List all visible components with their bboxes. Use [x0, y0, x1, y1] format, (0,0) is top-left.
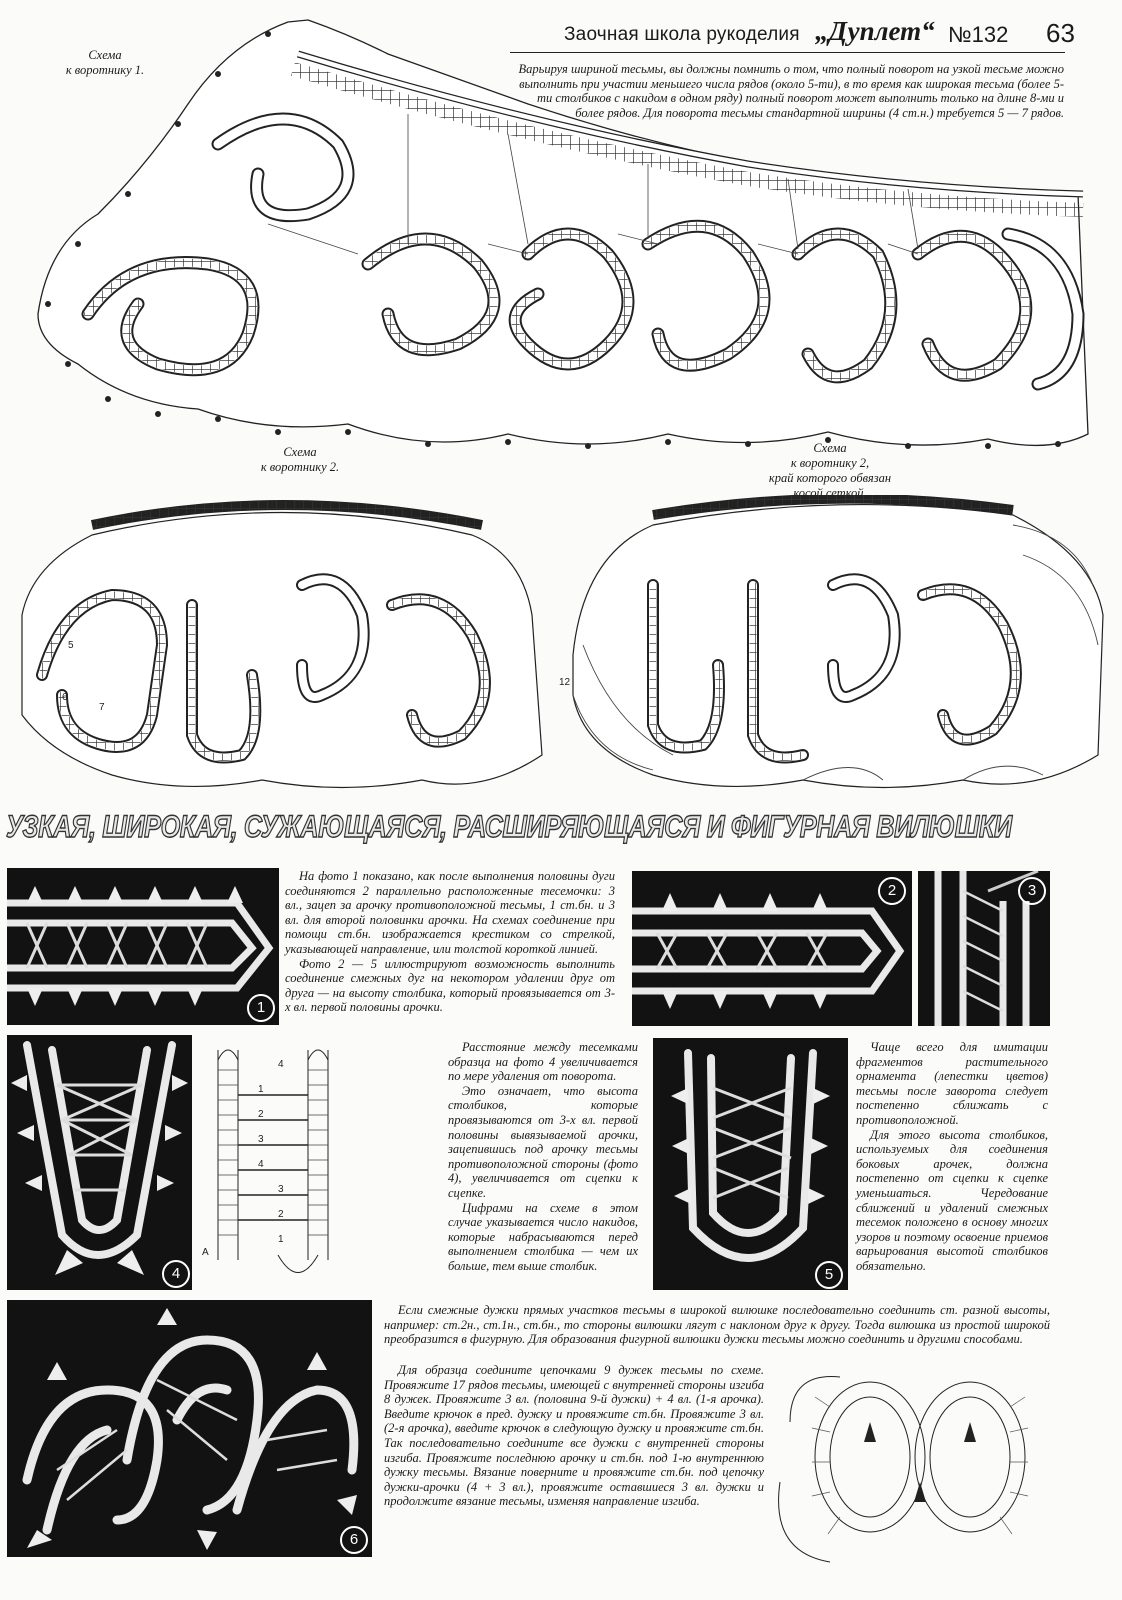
school-name: Заочная школа рукоделия [564, 24, 800, 45]
photo4-scheme [198, 1040, 368, 1290]
text-block-4 [384, 1303, 1050, 1347]
scheme-num-7: 1 [278, 1234, 284, 1245]
collar2-diagram [2, 495, 547, 795]
paragraph-3: Расстояние между тесемками образца на фото 4 увеличивается по мере удаления от поворота. [448, 1040, 638, 1084]
scheme2-label-line1: Схема [283, 445, 317, 459]
text-block-2 [448, 1040, 638, 1274]
mark-12: 12 [559, 677, 571, 688]
paragraph-9: Для образца соедините цепочками 9 дужек тесьмы по схеме. Провяжите 17 рядов тесьмы, имеющей с внутренней стороны изгиба 8 дужек. Провяжите 3 вл. (половина 9-й дужки) + 4 вл. (1-я арочка). Введите крючок в пред. дужку и провяжите ст.бн. Провяжите 3 вл. (2-я арочка), введите крючок в следующую дужку и провяжите ст.бн. Так последовательно соедините все дужки с внутренней стороны изгиба. Провяжите последнюю арочку и ст.бн. под 1-ю внутреннюю дужку тесьмы. Вязание поверните и провяжите ст.бн. под цепочку дужки-арочки (4 + 3 вл.), провяжите оставшиеся 3 вл. дужки и продолжите вязание тесьмы, изменяя направление изгиба. [384, 1363, 764, 1509]
mark-7: 7 [99, 702, 105, 713]
paragraph-1: На фото 1 показано, как после выполнения половины дуги соединяются 2 параллельно расположенные тесемочки: 3 вл., зацеп за арочку противоположной тесьмы, 1 ст.бн. и 3 вл. для второй половинки арочки. На схемах соединение при помощи ст.бн. изображается крестиком со стрелкой, указывающей направление, или толстой короткой линией. [285, 869, 615, 956]
scheme3-label-line4: косой сеткой. [793, 486, 867, 500]
scheme3-label-line1: Схема [813, 441, 847, 455]
scheme-mark-a: А [202, 1247, 209, 1258]
section-title-text: УЗКАЯ, ШИРОКАЯ, СУЖАЮЩАЯСЯ, РАСШИРЯЮЩАЯСЯ И ФИГУРНАЯ ВИЛЮШКИ [6, 808, 1012, 844]
scheme3-label-line3: край которого обвязан [768, 471, 892, 485]
photo-6 [7, 1300, 372, 1557]
scheme3-label [725, 441, 935, 501]
photo-2 [632, 871, 912, 1026]
scheme1-label-line1: Схема [88, 48, 122, 62]
photo-5 [653, 1038, 848, 1290]
photo-1 [7, 868, 279, 1025]
text-block-1 [285, 869, 615, 1015]
scheme-num-2: 2 [258, 1109, 264, 1120]
photo-4 [7, 1035, 192, 1290]
scheme-num-6: 2 [278, 1209, 284, 1220]
issue-number: №132 [948, 22, 1009, 47]
scheme3-label-line2: к воротнику 2, [790, 456, 870, 470]
photo-5-number: 5 [815, 1261, 843, 1289]
scheme-num-5: 3 [278, 1184, 284, 1195]
paragraph-7: Для этого высота столбиков, используемых для соединения боковых арочек, должна постепенно от сцепки к сцепке уменьшаться. Чередование сближений и удалений смежных тесемок положено в основу многих узоров и поэтому освоение приемов варьирования высотой столбиков обязательно. [856, 1127, 1048, 1273]
section-title [0, 808, 1122, 854]
collar1-diagram [8, 14, 1098, 454]
paragraph-8: Если смежные дужки прямых участков тесьмы в широкой вилюшке последовательно соединить ст. разной высоты, например: ст.2н., ст.1н., ст.бн., то стороны вилюшки лягут с наклоном друг к другу. Тогда вилюшка из простой широкой преобразится в фигурную. Для образования фигурной вилюшки дужки тесьмы можно соединить и другими способами. [384, 1303, 1050, 1347]
magazine-brand: „Дуплет“ [815, 16, 935, 46]
photo-4-number: 4 [162, 1260, 190, 1288]
page-number: 63 [1046, 18, 1075, 48]
paragraph-2: Фото 2 — 5 иллюстрируют возможность выполнить соединение смежных дуг на некотором удалении друг от друга — на высоту столбика, который провязывается от 3-х вл. первой половины арочки. [285, 956, 615, 1015]
photo-6-number: 6 [340, 1526, 368, 1554]
scheme-num-3: 3 [258, 1134, 264, 1145]
scheme2-label [230, 445, 370, 475]
scheme-num-4: 4 [258, 1159, 264, 1170]
paragraph-4: Это означает, что высота столбиков, которые провязываются от 3-х вл. первой половины вывязываемой арочки, зацепившись под арочку тесьмы противоположной стороны (фото 4), увеличивается от сцепки к сцепке. [448, 1083, 638, 1200]
photo-1-number: 1 [247, 994, 275, 1022]
scheme-num-8: 4 [278, 1059, 284, 1070]
paragraph-6: Чаще всего для имитации фрагментов растительного орнамента (лепестки цветов) тесьмы после заворота следует постепенно сближать с противоположной. [856, 1040, 1048, 1127]
scheme1-label-line2: к воротнику 1. [65, 63, 145, 77]
photo6-scheme [760, 1362, 1060, 1572]
photo-3-number: 3 [1018, 877, 1046, 905]
mark-6: 6 [62, 692, 68, 703]
scheme2-label-line2: к воротнику 2. [260, 460, 340, 474]
paragraph-5: Цифрами на схеме в этом случае указывается число накидов, которые набрасываются перед выполнением столбика — чем их больше, тем выше столбик. [448, 1200, 638, 1273]
intro-text: Варьируя шириной тесьмы, вы должны помнить о том, что полный поворот на узкой тесьме можно выполнить при участии меньшего числа рядов (около 5-ти), в то время как широкая тесьма (более 5-ти столбиков с накидом в одном ряду) полный поворот может выполнить только на длине 8-ми и более рядов. Для поворота тесьмы стандартной ширины (4 ст.н.) требуется 5 — 7 рядов. [518, 62, 1064, 120]
mark-5: 5 [68, 640, 74, 651]
collar2-mesh-diagram [553, 495, 1113, 795]
photo-2-number: 2 [878, 877, 906, 905]
text-block-5 [384, 1363, 764, 1509]
scheme-num-1: 1 [258, 1084, 264, 1095]
text-block-3 [856, 1040, 1048, 1274]
photo-3 [918, 871, 1050, 1026]
